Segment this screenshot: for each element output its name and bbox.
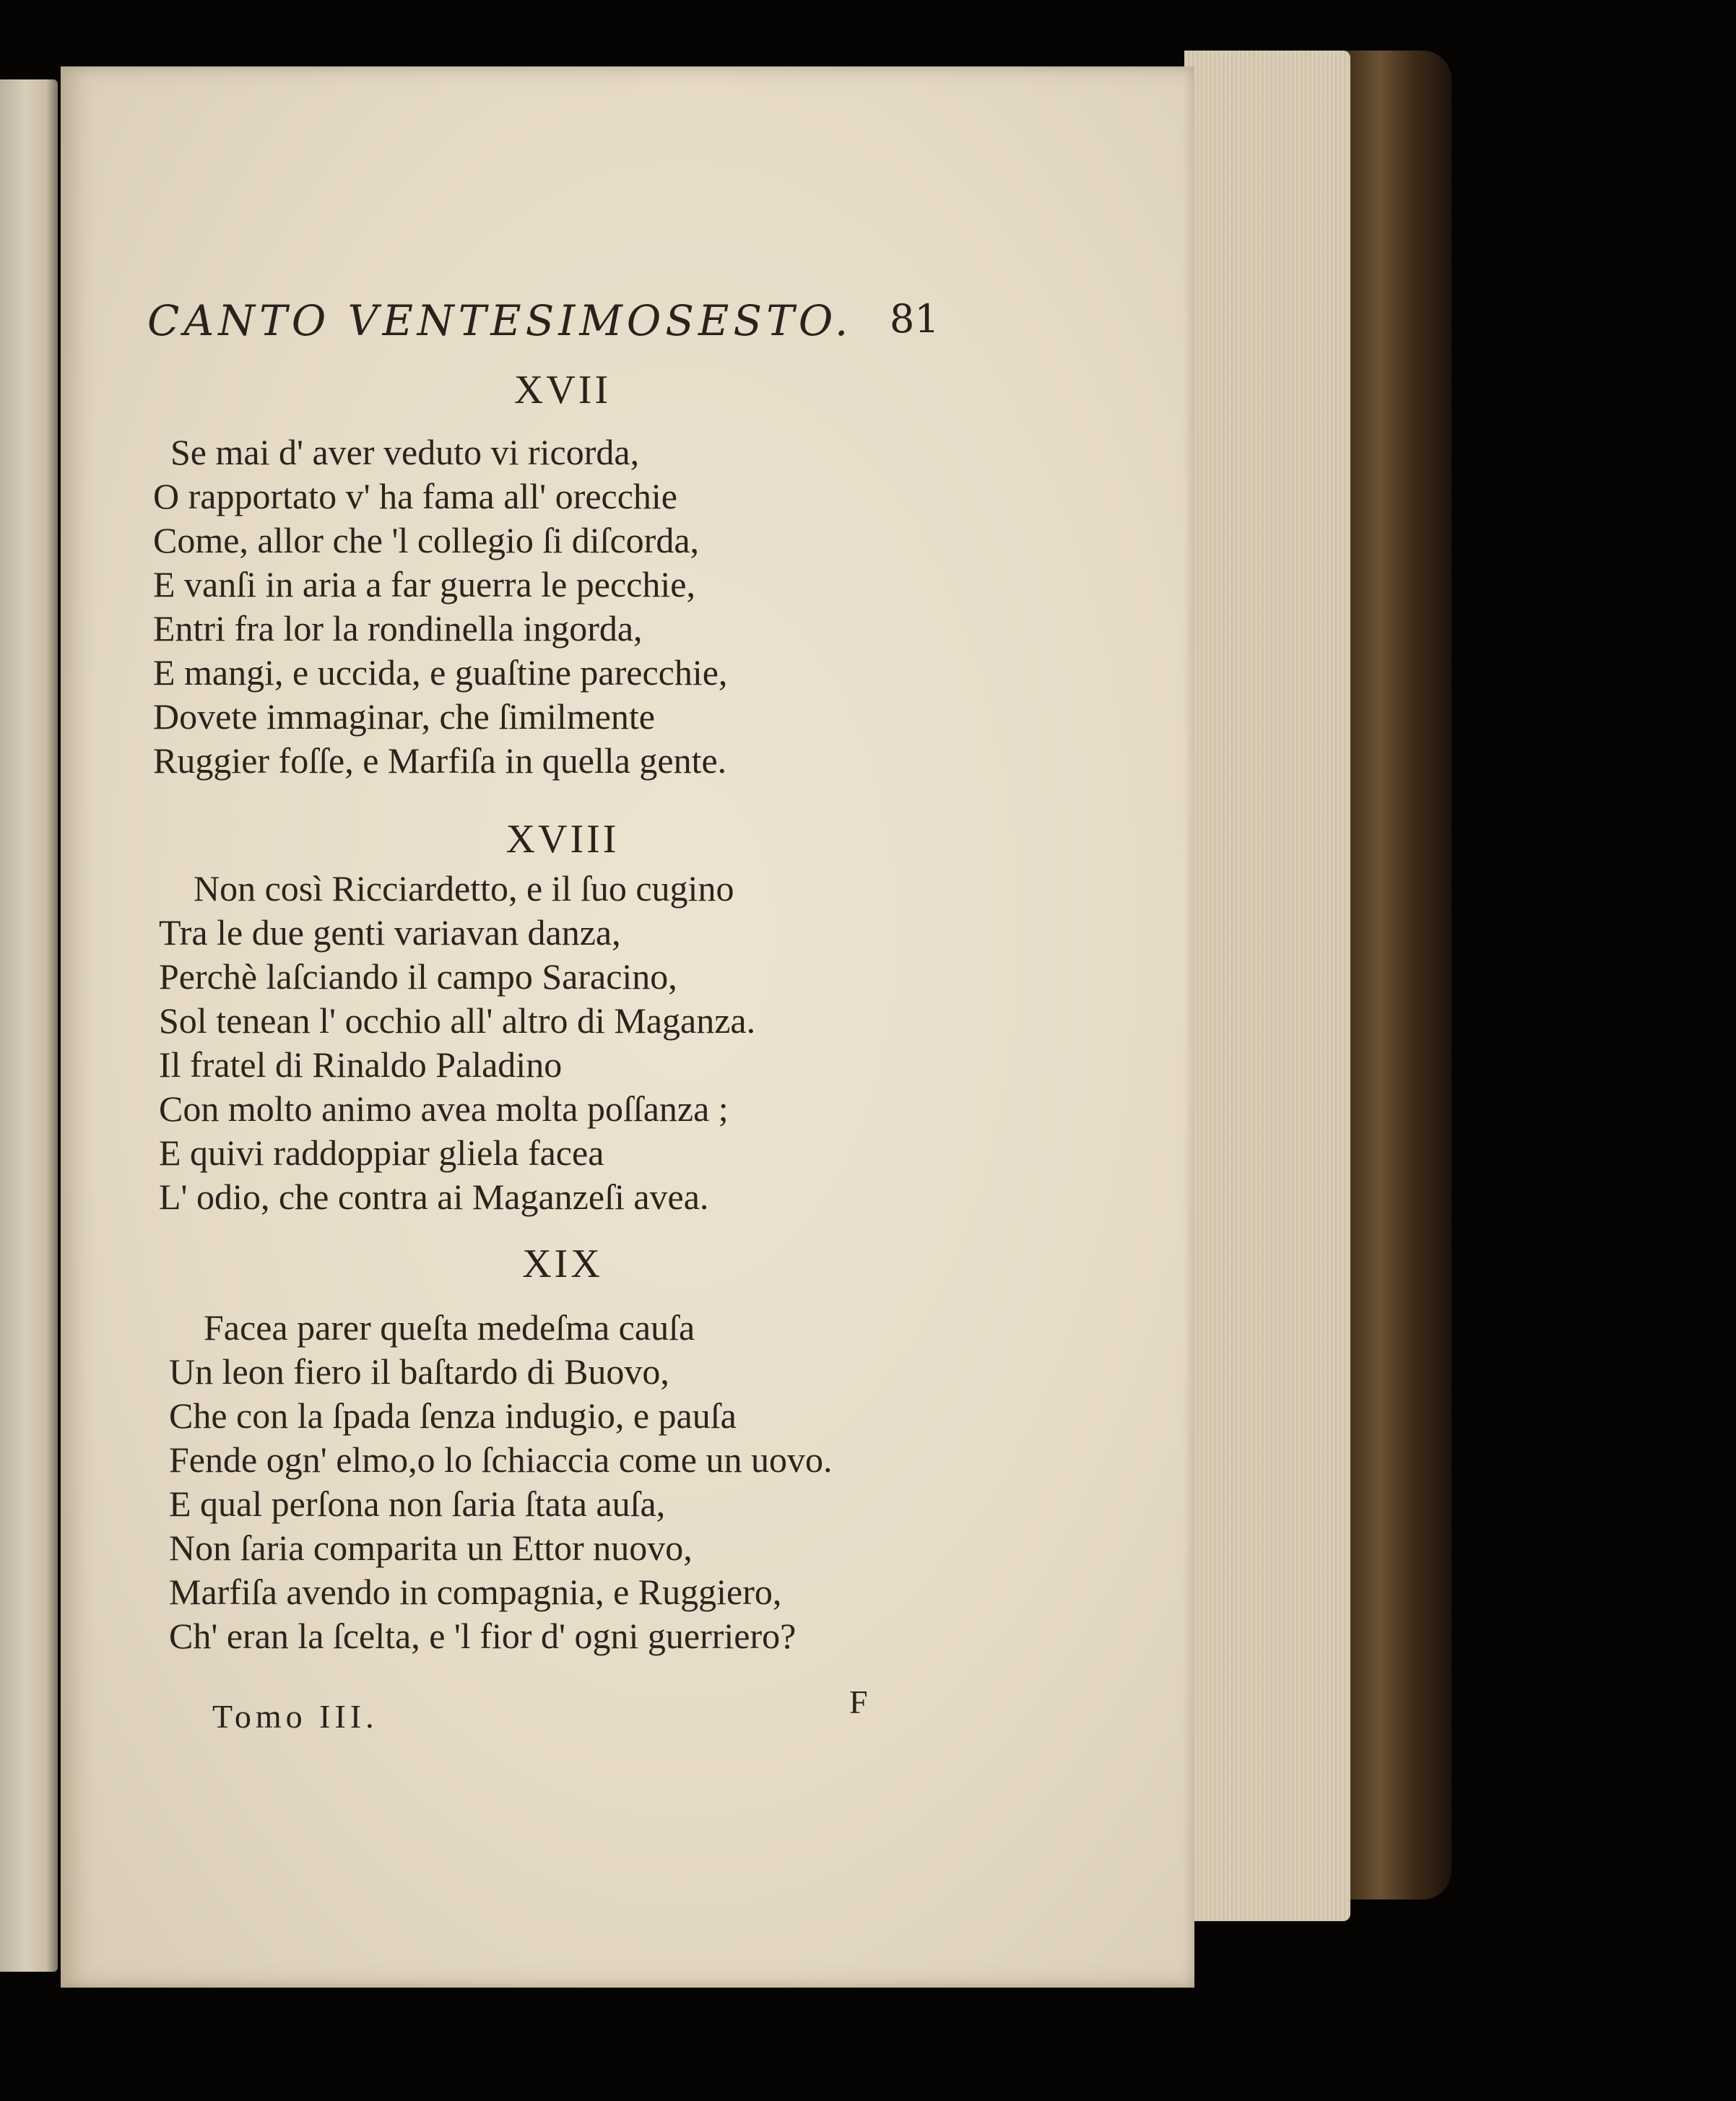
verse-line: Se mai d' aver veduto vi ricorda, (170, 432, 640, 472)
verse-line: Un leon fiero il baſtardo di Buovo, (169, 1351, 669, 1392)
page-block-edges (1184, 51, 1350, 1921)
verse-line: O rapportato v' ha fama all' orecchie (153, 476, 678, 516)
page-number: 81 (890, 296, 939, 342)
book-page (61, 66, 1194, 1988)
previous-page-edge (0, 79, 58, 1972)
verse-line: Dovete immaginar, che ſimilmente (153, 696, 655, 737)
verse-line: Non ſaria comparita un Ettor nuovo, (169, 1528, 693, 1568)
verse-line: Il fratel di Rinaldo Paladino (159, 1044, 563, 1085)
verse-line: Come, allor che 'l collegio ſi diſcorda, (153, 520, 700, 560)
verse-line: Che con la ſpada ſenza indugio, e pauſa (169, 1395, 737, 1436)
verse-line: Ruggier foſſe, e Marfiſa in quella gente. (153, 740, 727, 781)
verse-line: E vanſi in aria a far guerra le pecchie, (153, 564, 695, 605)
verse-line: E mangi, e uccida, e guaſtine parecchie, (153, 652, 728, 693)
verse-line: Perchè laſciando il campo Saracino, (159, 956, 677, 997)
signature-mark: F (849, 1684, 868, 1720)
verse-line: Non così Ricciardetto, e il ſuo cugino (194, 868, 734, 909)
verse-line: Facea parer queſta medeſma cauſa (204, 1307, 695, 1348)
stanza-verse (153, 430, 727, 783)
verse-line: Entri fra lor la rondinella ingorda, (153, 608, 643, 649)
stanza-number: XVII (513, 368, 612, 412)
verse-line: Con molto animo avea molta poſſanza ; (159, 1088, 729, 1129)
verse-line: E quivi raddoppiar gliela facea (159, 1132, 604, 1173)
volume-footer: Tomo III. (212, 1698, 378, 1735)
verse-line: Ch' eran la ſcelta, e 'l fior d' ogni guerriero? (169, 1616, 797, 1656)
verse-line: Tra le due genti variavan danza, (159, 912, 621, 953)
running-head-title: CANTO VENTESIMOSESTO. (147, 296, 853, 345)
verse-line: Fende ogn' elmo,o lo ſchiaccia come un uovo. (169, 1439, 833, 1480)
verse-line: Marfiſa avendo in compagnia, e Ruggiero, (169, 1572, 782, 1612)
verse-line: E qual perſona non ſaria ſtata auſa, (169, 1483, 666, 1524)
verse-line: L' odio, che contra ai Maganzeſi avea. (159, 1177, 709, 1217)
stanza-verse (169, 1306, 832, 1658)
stanza-number: XIX (522, 1242, 603, 1286)
stanza-verse (159, 867, 755, 1219)
verse-line: Sol tenean l' occhio all' altro di Maganza. (159, 1000, 756, 1041)
stanza-number: XVIII (505, 817, 620, 862)
